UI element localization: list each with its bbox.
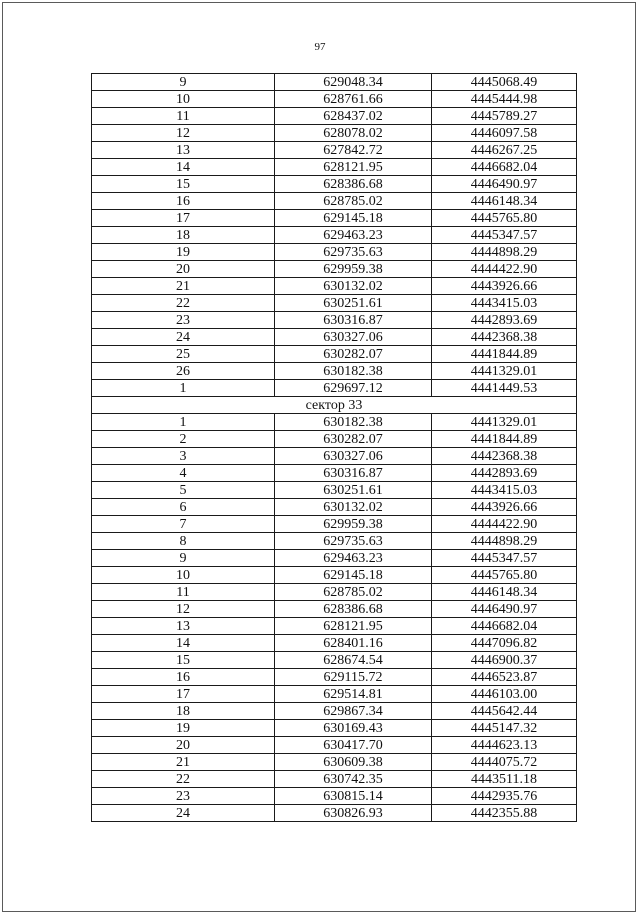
point-number-cell: 11 <box>92 584 275 601</box>
table-row <box>92 771 577 788</box>
table-row <box>92 788 577 805</box>
table-row <box>92 159 577 176</box>
x-coordinate-cell: 628785.02 <box>275 584 432 601</box>
point-number-cell: 12 <box>92 125 275 142</box>
point-number-cell: 18 <box>92 703 275 720</box>
x-coordinate-cell: 627842.72 <box>275 142 432 159</box>
y-coordinate-cell: 4446490.97 <box>432 601 577 618</box>
y-coordinate-cell: 4445068.49 <box>432 74 577 91</box>
table-row <box>92 550 577 567</box>
x-coordinate-cell: 628386.68 <box>275 601 432 618</box>
x-coordinate-cell: 629735.63 <box>275 533 432 550</box>
y-coordinate-cell: 4443511.18 <box>432 771 577 788</box>
x-coordinate-cell: 630132.02 <box>275 499 432 516</box>
x-coordinate-cell: 630132.02 <box>275 278 432 295</box>
x-coordinate-cell: 630169.43 <box>275 720 432 737</box>
point-number-cell: 8 <box>92 533 275 550</box>
x-coordinate-cell: 629115.72 <box>275 669 432 686</box>
y-coordinate-cell: 4442893.69 <box>432 312 577 329</box>
y-coordinate-cell: 4444898.29 <box>432 244 577 261</box>
table-row <box>92 227 577 244</box>
x-coordinate-cell: 630251.61 <box>275 295 432 312</box>
y-coordinate-cell: 4446148.34 <box>432 193 577 210</box>
point-number-cell: 22 <box>92 295 275 312</box>
x-coordinate-cell: 628078.02 <box>275 125 432 142</box>
y-coordinate-cell: 4445765.80 <box>432 567 577 584</box>
x-coordinate-cell: 629048.34 <box>275 74 432 91</box>
point-number-cell: 13 <box>92 618 275 635</box>
table-row <box>92 448 577 465</box>
x-coordinate-cell: 630251.61 <box>275 482 432 499</box>
x-coordinate-cell: 629145.18 <box>275 210 432 227</box>
point-number-cell: 19 <box>92 244 275 261</box>
table-row <box>92 346 577 363</box>
y-coordinate-cell: 4443415.03 <box>432 295 577 312</box>
x-coordinate-cell: 628437.02 <box>275 108 432 125</box>
table-row <box>92 414 577 431</box>
point-number-cell: 12 <box>92 601 275 618</box>
x-coordinate-cell: 630327.06 <box>275 448 432 465</box>
y-coordinate-cell: 4442368.38 <box>432 448 577 465</box>
y-coordinate-cell: 4441329.01 <box>432 414 577 431</box>
y-coordinate-cell: 4441449.53 <box>432 380 577 397</box>
point-number-cell: 23 <box>92 788 275 805</box>
x-coordinate-cell: 630182.38 <box>275 363 432 380</box>
point-number-cell: 25 <box>92 346 275 363</box>
point-number-cell: 7 <box>92 516 275 533</box>
point-number-cell: 21 <box>92 278 275 295</box>
y-coordinate-cell: 4445765.80 <box>432 210 577 227</box>
point-number-cell: 5 <box>92 482 275 499</box>
x-coordinate-cell: 628401.16 <box>275 635 432 652</box>
point-number-cell: 6 <box>92 499 275 516</box>
y-coordinate-cell: 4442935.76 <box>432 788 577 805</box>
table-row <box>92 108 577 125</box>
point-number-cell: 18 <box>92 227 275 244</box>
point-number-cell: 15 <box>92 176 275 193</box>
y-coordinate-cell: 4444422.90 <box>432 261 577 278</box>
point-number-cell: 1 <box>92 380 275 397</box>
point-number-cell: 17 <box>92 686 275 703</box>
x-coordinate-cell: 630316.87 <box>275 312 432 329</box>
y-coordinate-cell: 4442368.38 <box>432 329 577 346</box>
point-number-cell: 1 <box>92 414 275 431</box>
table-row <box>92 584 577 601</box>
point-number-cell: 3 <box>92 448 275 465</box>
table-row <box>92 210 577 227</box>
y-coordinate-cell: 4446097.58 <box>432 125 577 142</box>
point-number-cell: 2 <box>92 431 275 448</box>
coordinates-table <box>91 73 577 822</box>
point-number-cell: 21 <box>92 754 275 771</box>
table-row <box>92 176 577 193</box>
x-coordinate-cell: 630609.38 <box>275 754 432 771</box>
point-number-cell: 23 <box>92 312 275 329</box>
table-row <box>92 380 577 397</box>
x-coordinate-cell: 628761.66 <box>275 91 432 108</box>
page-number: 97 <box>314 41 326 53</box>
point-number-cell: 16 <box>92 669 275 686</box>
x-coordinate-cell: 628121.95 <box>275 618 432 635</box>
table-row <box>92 312 577 329</box>
coordinates-table-body <box>92 74 577 822</box>
x-coordinate-cell: 629735.63 <box>275 244 432 261</box>
y-coordinate-cell: 4446523.87 <box>432 669 577 686</box>
table-row <box>92 516 577 533</box>
table-row <box>92 635 577 652</box>
y-coordinate-cell: 4442355.88 <box>432 805 577 822</box>
y-coordinate-cell: 4445789.27 <box>432 108 577 125</box>
y-coordinate-cell: 4446148.34 <box>432 584 577 601</box>
y-coordinate-cell: 4446900.37 <box>432 652 577 669</box>
table-row <box>92 74 577 91</box>
point-number-cell: 20 <box>92 261 275 278</box>
table-row <box>92 261 577 278</box>
x-coordinate-cell: 630327.06 <box>275 329 432 346</box>
x-coordinate-cell: 630182.38 <box>275 414 432 431</box>
table-row <box>92 737 577 754</box>
table-row <box>92 295 577 312</box>
y-coordinate-cell: 4445347.57 <box>432 550 577 567</box>
x-coordinate-cell: 629867.34 <box>275 703 432 720</box>
y-coordinate-cell: 4446490.97 <box>432 176 577 193</box>
table-row <box>92 805 577 822</box>
x-coordinate-cell: 630417.70 <box>275 737 432 754</box>
table-row <box>92 278 577 295</box>
x-coordinate-cell: 629145.18 <box>275 567 432 584</box>
y-coordinate-cell: 4444623.13 <box>432 737 577 754</box>
x-coordinate-cell: 630282.07 <box>275 431 432 448</box>
y-coordinate-cell: 4447096.82 <box>432 635 577 652</box>
table-row <box>92 703 577 720</box>
y-coordinate-cell: 4442893.69 <box>432 465 577 482</box>
x-coordinate-cell: 628674.54 <box>275 652 432 669</box>
table-row <box>92 363 577 380</box>
table-row <box>92 601 577 618</box>
x-coordinate-cell: 630316.87 <box>275 465 432 482</box>
point-number-cell: 16 <box>92 193 275 210</box>
y-coordinate-cell: 4441844.89 <box>432 431 577 448</box>
y-coordinate-cell: 4446103.00 <box>432 686 577 703</box>
y-coordinate-cell: 4445642.44 <box>432 703 577 720</box>
section-title: сектор 33 <box>92 397 577 414</box>
table-row <box>92 465 577 482</box>
y-coordinate-cell: 4444075.72 <box>432 754 577 771</box>
y-coordinate-cell: 4443415.03 <box>432 482 577 499</box>
table-row <box>92 125 577 142</box>
x-coordinate-cell: 630282.07 <box>275 346 432 363</box>
point-number-cell: 11 <box>92 108 275 125</box>
table-row <box>92 431 577 448</box>
x-coordinate-cell: 630826.93 <box>275 805 432 822</box>
point-number-cell: 20 <box>92 737 275 754</box>
table-row <box>92 244 577 261</box>
x-coordinate-cell: 628386.68 <box>275 176 432 193</box>
point-number-cell: 13 <box>92 142 275 159</box>
section-header-row <box>92 397 577 414</box>
point-number-cell: 14 <box>92 635 275 652</box>
y-coordinate-cell: 4446267.25 <box>432 142 577 159</box>
table-row <box>92 567 577 584</box>
x-coordinate-cell: 629463.23 <box>275 227 432 244</box>
table-row <box>92 499 577 516</box>
point-number-cell: 14 <box>92 159 275 176</box>
table-row <box>92 482 577 499</box>
point-number-cell: 19 <box>92 720 275 737</box>
x-coordinate-cell: 629697.12 <box>275 380 432 397</box>
y-coordinate-cell: 4446682.04 <box>432 618 577 635</box>
y-coordinate-cell: 4443926.66 <box>432 499 577 516</box>
y-coordinate-cell: 4445347.57 <box>432 227 577 244</box>
table-row <box>92 193 577 210</box>
table-row <box>92 533 577 550</box>
point-number-cell: 9 <box>92 74 275 91</box>
point-number-cell: 24 <box>92 805 275 822</box>
y-coordinate-cell: 4441844.89 <box>432 346 577 363</box>
point-number-cell: 9 <box>92 550 275 567</box>
point-number-cell: 4 <box>92 465 275 482</box>
y-coordinate-cell: 4443926.66 <box>432 278 577 295</box>
table-row <box>92 720 577 737</box>
y-coordinate-cell: 4441329.01 <box>432 363 577 380</box>
point-number-cell: 26 <box>92 363 275 380</box>
y-coordinate-cell: 4444422.90 <box>432 516 577 533</box>
x-coordinate-cell: 629514.81 <box>275 686 432 703</box>
x-coordinate-cell: 629959.38 <box>275 261 432 278</box>
point-number-cell: 10 <box>92 567 275 584</box>
point-number-cell: 22 <box>92 771 275 788</box>
y-coordinate-cell: 4444898.29 <box>432 533 577 550</box>
point-number-cell: 24 <box>92 329 275 346</box>
point-number-cell: 17 <box>92 210 275 227</box>
table-row <box>92 142 577 159</box>
x-coordinate-cell: 629463.23 <box>275 550 432 567</box>
point-number-cell: 10 <box>92 91 275 108</box>
table-row <box>92 91 577 108</box>
x-coordinate-cell: 630742.35 <box>275 771 432 788</box>
x-coordinate-cell: 628121.95 <box>275 159 432 176</box>
table-row <box>92 652 577 669</box>
x-coordinate-cell: 630815.14 <box>275 788 432 805</box>
table-row <box>92 686 577 703</box>
y-coordinate-cell: 4445147.32 <box>432 720 577 737</box>
table-row <box>92 329 577 346</box>
y-coordinate-cell: 4446682.04 <box>432 159 577 176</box>
table-row <box>92 618 577 635</box>
y-coordinate-cell: 4445444.98 <box>432 91 577 108</box>
x-coordinate-cell: 629959.38 <box>275 516 432 533</box>
x-coordinate-cell: 628785.02 <box>275 193 432 210</box>
table-row <box>92 669 577 686</box>
table-row <box>92 754 577 771</box>
point-number-cell: 15 <box>92 652 275 669</box>
